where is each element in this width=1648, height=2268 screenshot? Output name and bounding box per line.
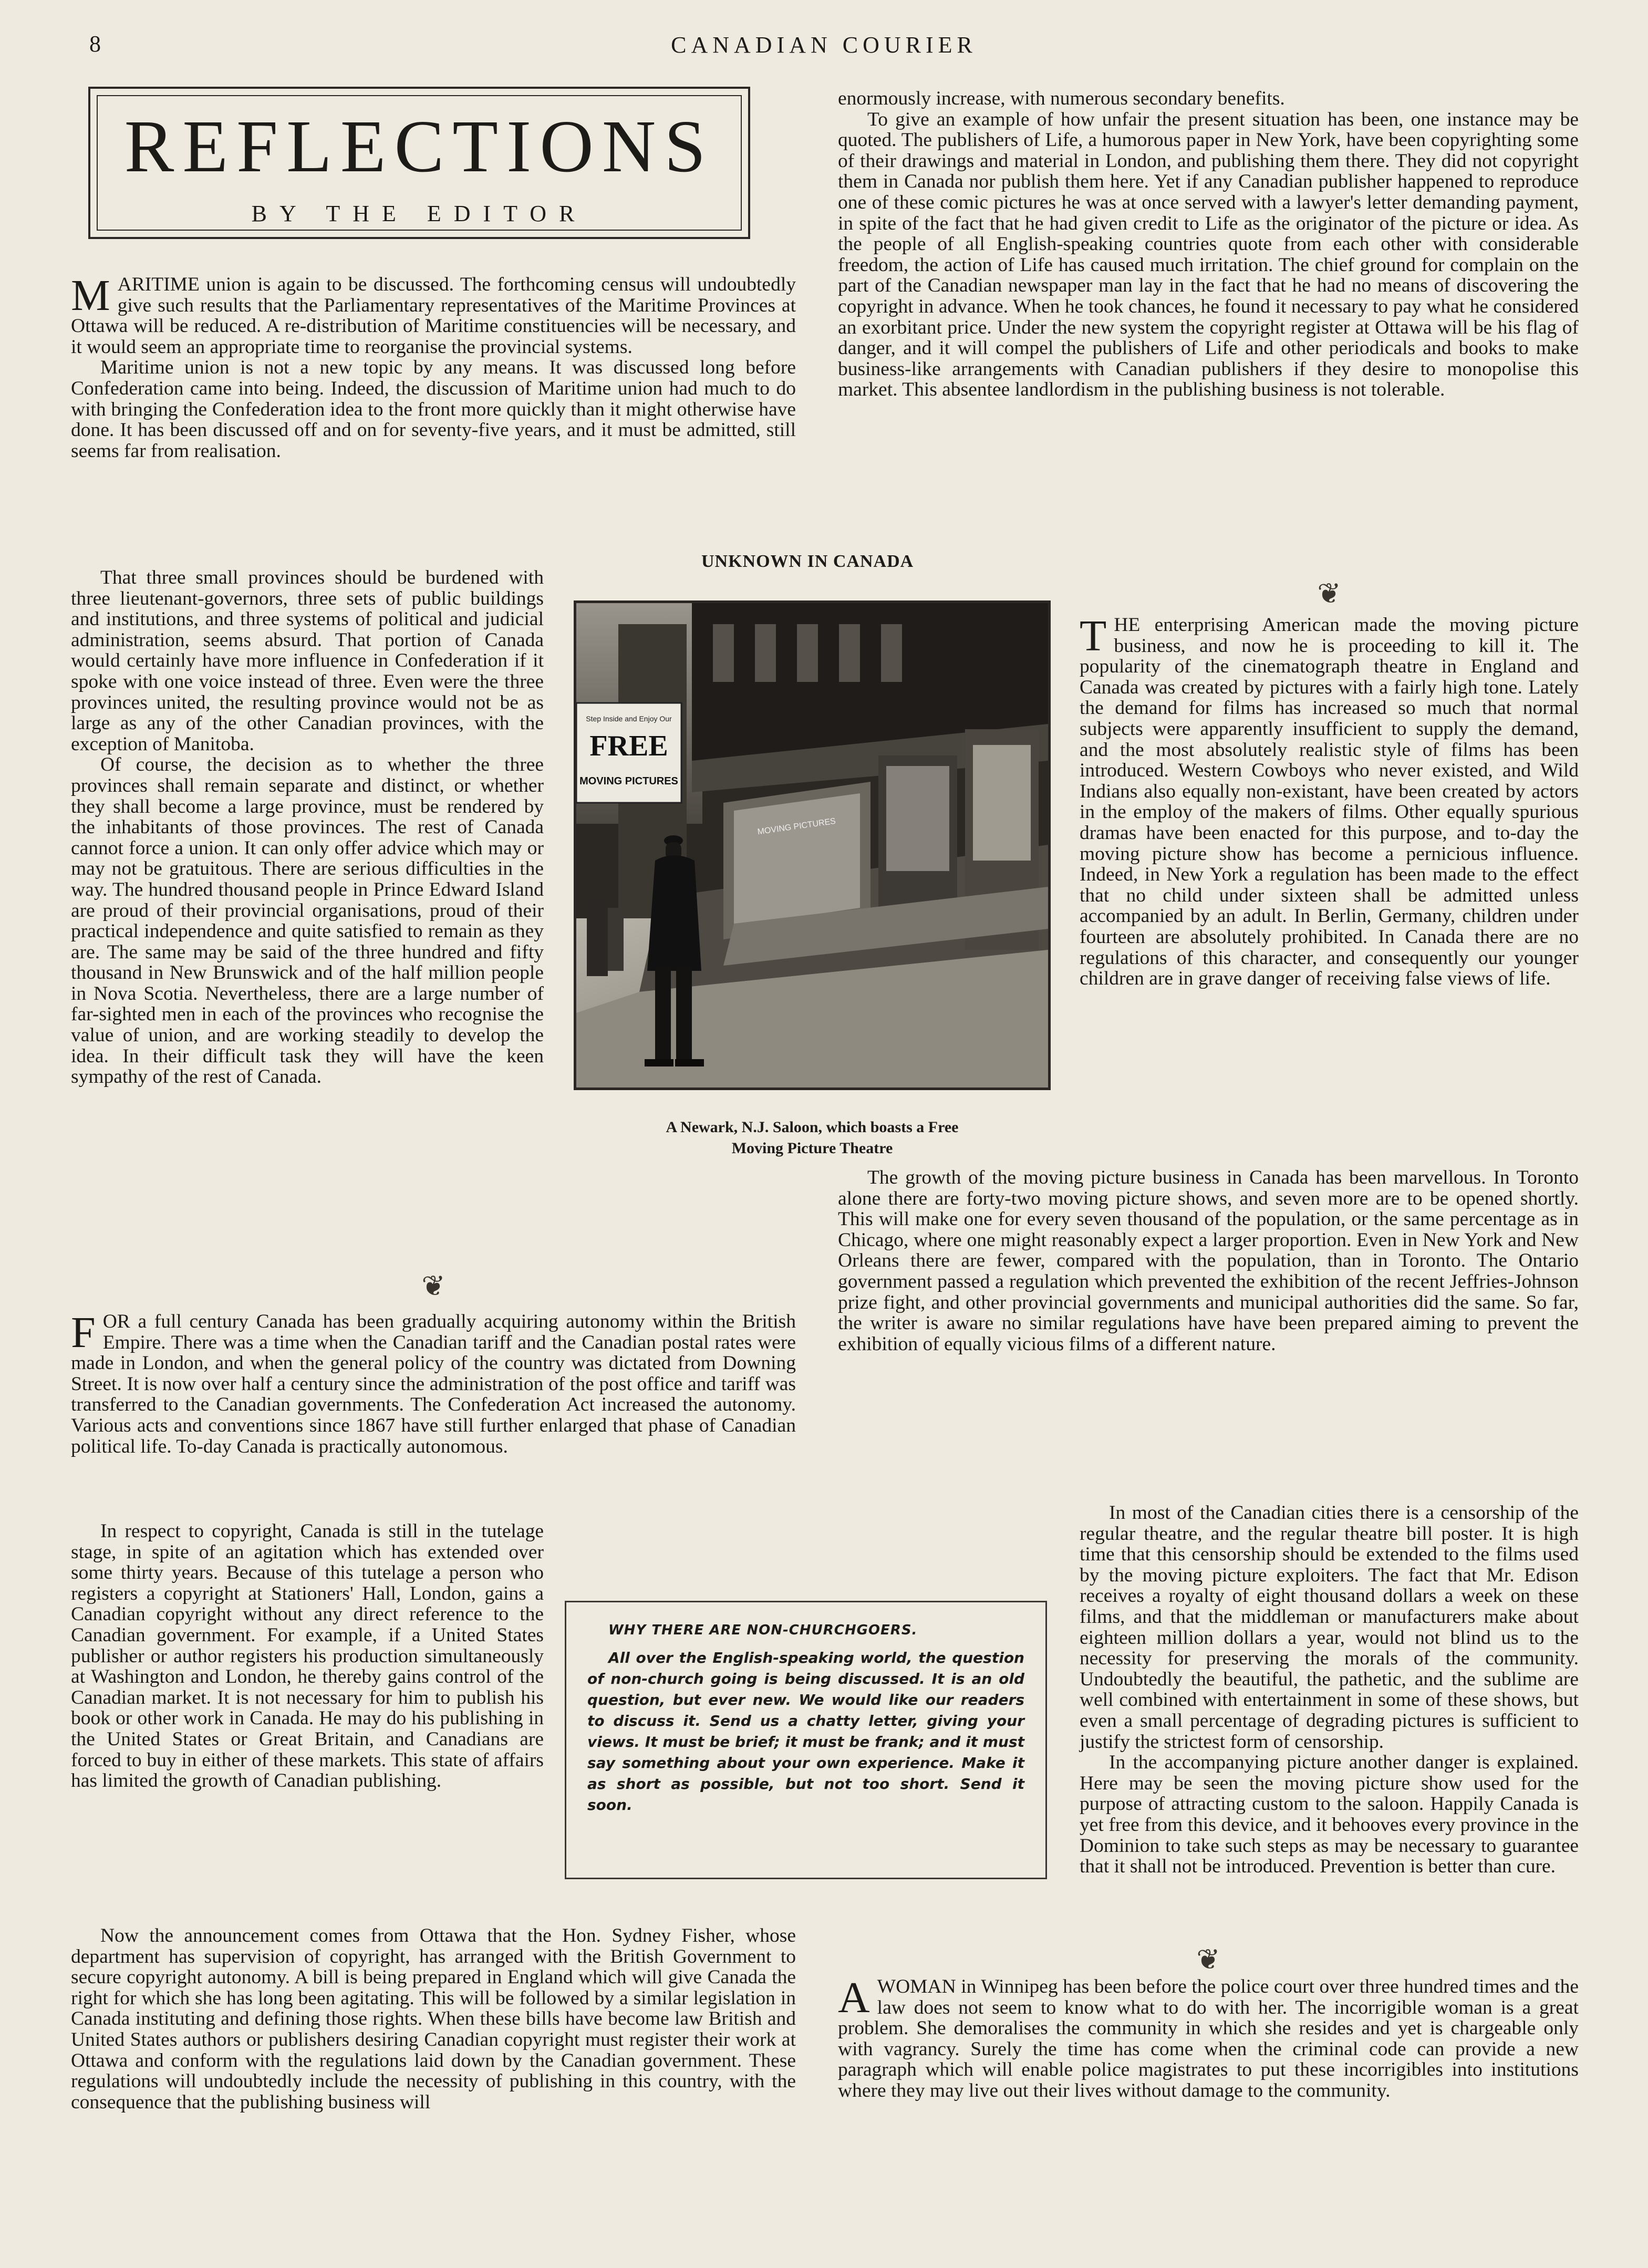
- article-maritime-lead: [71, 271, 796, 462]
- masthead-byline: BY THE EDITOR: [251, 201, 587, 226]
- sidebar-box-title: WHY THERE ARE NON-CHURCHGOERS.: [608, 1622, 918, 1638]
- masthead-inner-frame: [97, 95, 742, 231]
- copyright-cont-paragraph-2: To give an example of how unfair the present situation has been, one instance may be quoted. The publishers of Life, a humorous paper in New York, have been copyrighting some of their drawings and material in London, and publishing them there. They did not copyright them in Canada nor publish them here. Yet if any Canadian publisher happened to reproduce one of these comic pictures he was at once served with a lawyer's letter demanding payment, in spite of the fact that he had given credit to Life as the originator of the picture or idea. As the people of all English-speaking countries quote from each other with considerable freedom, the action of Life has caused much irritation. The chief ground for complain on the part of the Canadian newspaper man lay in the fact that he had no means of discovering the copyright in advance. When he took chances, he found it necessary to pay what he considered an exorbitant price. Under the new system the copyright register at Ottawa will be his flag of danger, and it will compel the publishers of Life and other periodicals and books to make business-like arrangements with Canadian publishers if they desire to monopolise this market. This absentee landlordism in the publishing business is not tolerable.: [838, 108, 1579, 401]
- article-autonomy-cont: [71, 1521, 544, 1791]
- drop-cap-a: A: [838, 1973, 870, 2022]
- masthead-title: REFLECTIONS: [124, 105, 714, 188]
- article-autonomy-lead: [71, 1308, 796, 1457]
- figure-caption: [574, 1117, 1051, 1159]
- sidebar-box-non-churchgoers: [565, 1601, 1047, 1879]
- article-moving-pictures-cont: [838, 1167, 1579, 1354]
- figure-caption-line-1: A Newark, N.J. Saloon, which boasts a Free: [666, 1119, 959, 1136]
- masthead: [88, 87, 750, 239]
- moving-pictures-paragraph-1: HE enterprising American made the moving picture business, and now he is proceeding to kill it. The popularity of the cinematograph theatre in England and Canada was created by pictures with a fairly high tone. Lately the demand for films has increased so much that normal subjects were apparently insufficient to supply the demand, and the most absolutely realistic style of films has been introduced. Western Cowboys who never existed, and Wild Indians also equally non-existant, have been created by actors in the employ of the makers of films. Other equally spurious dramas have been enacted for this purpose, and to-day the moving picture show has become a pernicious influence. Indeed, in New York a regulation has been made to the effect that no child under sixteen shall be admitted unless accompanied by an adult. In Berlin, Germany, children under fourteen are absolutely prohibited. In Canada there are no regulations of this character, and consequently our younger children are in grave danger of receiving false views of life.: [1080, 614, 1579, 990]
- moving-pictures-paragraph-4: In the accompanying picture another danger is explained. Here may be seen the moving picture show used for the purpose of attracting custom to the saloon. Happily Canada is yet free from this device, and it behooves every province in the Dominion to take such steps as may be necessary to guarantee that it shall not be introduced. Prevention is better than cure.: [1080, 1752, 1579, 1878]
- maritime-paragraph-3: That three small provinces should be burdened with three lieutenant-governors, three sets of public buildings and institutions, and three systems of political and judicial administration, seems absurd. That portion of Canada would certainly have more influence in Confederation if it spoke with one voice instead of three. Even were the three provinces united, the resulting province would not be as large as any of the other Canadian provinces, with the exception of Manitoba.: [71, 567, 544, 755]
- drop-cap-m: M: [71, 271, 110, 320]
- sign-line-1: Step Inside and Enjoy Our: [586, 714, 672, 723]
- autonomy-paragraph-2: In respect to copyright, Canada is still in the tutelage stage, in spite of an agitation which has extended over some thirty years. Because of this tutelage a person who registers a copyright at Stationers' Hall, London, gains a Canadian copyright without any direct reference to the Canadian government. For example, if a United States publisher or author registers his production simultaneously at Washington and London, he thereby gains control of the Canadian market. It is not necessary for him to publish his book or other work in Canada. He may do his publishing in the United States or Great Britain, and Canadians are forced to buy in either of these markets. This state of affairs has limited the growth of Canadian publishing.: [71, 1520, 544, 1792]
- autonomy-paragraph-1: OR a full century Canada has been gradually acquiring autonomy within the British Empire. There was a time when the Canadian tariff and the Canadian postal rates were made in London, and when the general policy of the country was dictated from Downing Street. It is now over half a century since the administration of the post office and tariff was transferred to the Canadian governments. The Confederation Act increased the autonomy. Various acts and conventions since 1867 have still further enlarged that phase of Canadian political life. To-day Canada is practically autonomous.: [71, 1311, 796, 1457]
- moving-pictures-paragraph-2: The growth of the moving picture business in Canada has been marvellous. In Toronto alone there are forty-two moving picture shows, and seven more are to be opened shortly. This will make one for every seven thousand of the population, or the same percentage as in Chicago, where one might reasonably expect a larger proportion. Even in New York and New Orleans there are fewer, compared with the population, than in Toronto. The Ontario government passed a regulation which prevented the exhibition of the recent Jeffries-Johnson prize fight, and other provincial governments and municipal authorities did the same. So far, the writer is aware no similar regulations have have been prepared aiming to prevent the exhibition of equally vicious films of a different nature.: [838, 1167, 1579, 1355]
- maritime-paragraph-4: Of course, the decision as to whether the three provinces shall remain separate and distinct, or whether they shall become a large province, must be rendered by the inhabitants of those provinces. The rest of Canada cannot force a union. It can only offer advice which may or may not be gratuitous. There are serious difficulties in the way. The hundred thousand people in Prince Edward Island are proud of their provincial organisations, proud of their practical independence and quite satisfied to remain as they are. The same may be said of the three hundred and fifty thousand in New Brunswick and of the half million people in Nova Scotia. Nevertheless, there are a large number of far-sighted men in each of the provinces who recognise the value of union, and are working steadily to develop the idea. In their difficult task they will have the keen sympathy of the rest of Canada.: [71, 754, 544, 1088]
- page-number: 8: [89, 31, 101, 57]
- copyright-cont-paragraph-1: enormously increase, with numerous secondary benefits.: [838, 88, 1285, 109]
- fleuron-ornament-3: ❦: [1196, 1944, 1220, 1975]
- figure-heading: UNKNOWN IN CANADA: [701, 552, 914, 571]
- article-moving-pictures: [1080, 612, 1579, 990]
- sign-line-3: MOVING PICTURES: [579, 775, 678, 787]
- article-maritime-cont: [71, 567, 544, 1088]
- drop-cap-t: T: [1080, 612, 1107, 660]
- article-winnipeg: [838, 1973, 1579, 2101]
- window-text: MOVING PICTURES: [756, 816, 836, 837]
- maritime-paragraph-1: ARITIME union is again to be discussed. The forthcoming census will undoubtedly give such results that the Parliamentary representatives of the Maritime Provinces at Ottawa will be reduced. A re-distribution of Maritime constituencies will be necessary, and it would seem an appropriate time to reorganise the provincial systems.: [71, 274, 796, 358]
- article-moving-pictures-tail: [1080, 1503, 1579, 1877]
- maritime-paragraph-2: Maritime union is not a new topic by any means. It was discussed long before Confederation came into being. Indeed, the discussion of Maritime union had much to do with bringing the Confederation idea to the front more quickly than it might otherwise have done. It has been discussed off and on for seventy-five years, and it must be admitted, still seems far from realisation.: [71, 357, 796, 462]
- drop-cap-f: F: [71, 1308, 96, 1357]
- autonomy-paragraph-3: Now the announcement comes from Ottawa that the Hon. Sydney Fisher, whose department has supervision of copyright, has arranged with the British Government to secure copyright autonomy. A bill is being prepared in England which will give Canada the right for which she has long been agitating. This will be followed by a similar legislation in Canada instituting and defining those rights. When these bills have become law British and United States authors or publishers desiring Canadian copyright must register their work at Ottawa and conform with the regulations laid down by the Canadian government. These regulations will undoubtedly include the necessity of publishing in this country, with the consequence that the publishing business will: [71, 1925, 796, 2113]
- photo-saloon-illustration: [576, 603, 1048, 1088]
- photo-saloon: [574, 600, 1051, 1090]
- fleuron-ornament-1: ❦: [421, 1270, 445, 1302]
- figure-caption-line-2: Moving Picture Theatre: [731, 1140, 893, 1157]
- moving-pictures-paragraph-3: In most of the Canadian cities there is a censorship of the regular theatre, and the regular theatre bill poster. It is high time that this censorship should be extended to the films used by the moving picture exploiters. The fact that Mr. Edison receives a royalty of eight thousand dollars a week on these films, and that the middleman or manufacturers make about eighteen million dollars a year, would not blind us to the necessity for preserving the morals of the community. Undoubtedly the beautiful, the pathetic, and the sublime are well combined with entertainment in some of these shows, but even a small percentage of degrading pictures is sufficient to justify the strictest form of censorship.: [1080, 1502, 1579, 1753]
- article-autonomy-tail: [71, 1925, 796, 2112]
- sidebar-box-body: All over the English-speaking world, the question of non-church going is being discussed. It is an old question, but ever new. We would like our readers to discuss it. Send us a chatty letter, giving your views. It must be brief; it must be frank; and it must say something about your own experience. Make it as short as possible, but not too short. Send it soon.: [587, 1649, 1024, 1814]
- running-head: CANADIAN COURIER: [671, 32, 977, 58]
- fleuron-ornament-2: ❦: [1317, 578, 1341, 609]
- article-copyright-cont: [838, 88, 1579, 400]
- sign-line-2: FREE: [589, 730, 668, 762]
- winnipeg-paragraph-1: WOMAN in Winnipeg has been before the police court over three hundred times and the law does not seem to know what to do with her. The incorrigible woman is a great problem. She demoralises the community in which she resides and yet is chargeable only with vagrancy. Surely the time has come when the criminal code can provide a new paragraph which will enable police magistrates to put these incorrigibles into institutions where they may live out their lives without damage to the community.: [838, 1976, 1579, 2101]
